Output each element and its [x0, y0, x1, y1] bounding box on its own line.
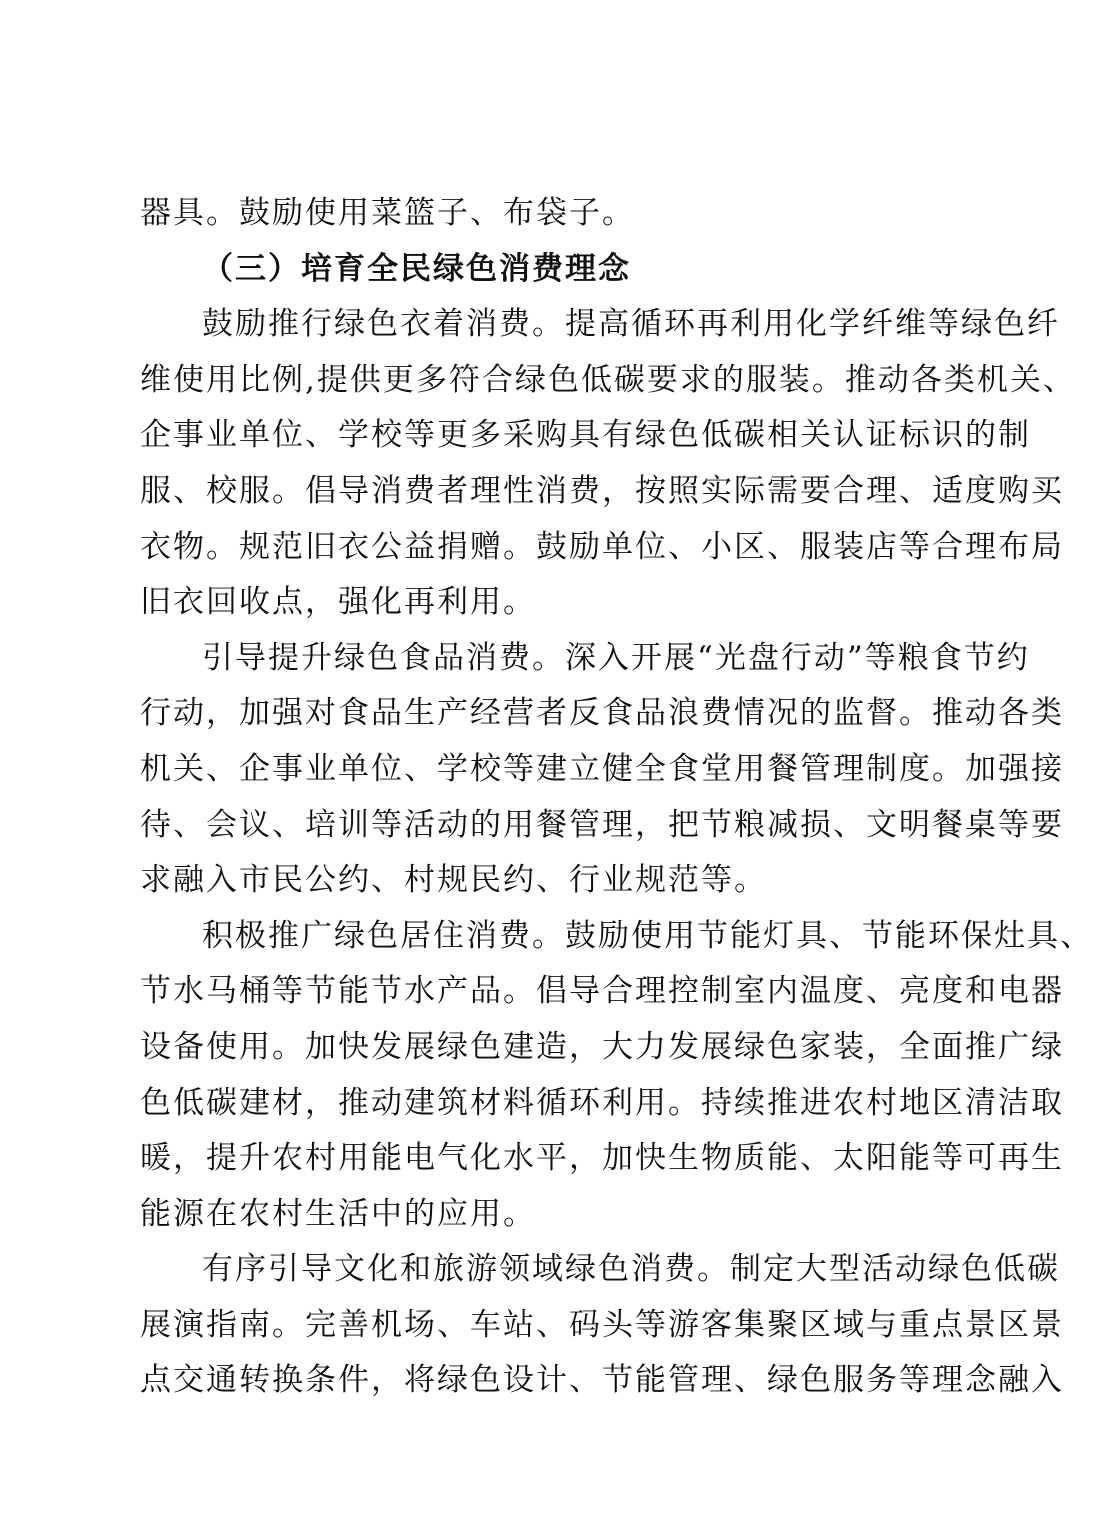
text-line: 节水马桶等节能节水产品。倡导合理控制室内温度、亮度和电器 — [140, 973, 1064, 1010]
text-line: 衣物。规范旧衣公益捐赠。鼓励单位、小区、服装店等合理布局 — [140, 528, 1064, 565]
text-line: 旧衣回收点，强化再利用。 — [140, 584, 536, 621]
document-body — [140, 186, 1093, 1409]
section-heading: （三）培育全民绿色消费理念 — [202, 250, 631, 287]
paragraph-first-line: 引导提升绿色食品消费。深入开展“光盘行动”等粮食节约 — [202, 639, 1030, 676]
text-line: 维使用比例,提供更多符合绿色低碳要求的服装。推动各类机关、 — [140, 361, 1076, 398]
text-line: 能源在农村生活中的应用。 — [140, 1195, 536, 1232]
text-line: 色低碳建材，推动建筑材料循环利用。持续推进农村地区清洁取 — [140, 1084, 1064, 1121]
text-line: 设备使用。加快发展绿色建造，大力发展绿色家装，全面推广绿 — [140, 1028, 1064, 1065]
text-line: 待、会议、培训等活动的用餐管理，把节粮减损、文明餐桌等要 — [140, 806, 1064, 843]
text-line: 机关、企事业单位、学校等建立健全食堂用餐管理制度。加强接 — [140, 750, 1064, 787]
text-line: 器具。鼓励使用菜篮子、布袋子。 — [140, 195, 635, 231]
text-line: 企事业单位、学校等更多采购具有绿色低碳相关认证标识的制 — [140, 417, 1031, 454]
paragraph-first-line: 积极推广绿色居住消费。鼓励使用节能灯具、节能环保灶具、 — [202, 917, 1093, 954]
text-line: 展演指南。完善机场、车站、码头等游客集聚区域与重点景区景 — [140, 1306, 1064, 1343]
paragraph-first-line: 鼓励推行绿色衣着消费。提高循环再利用化学纤维等绿色纤 — [202, 306, 1060, 343]
text-line: 暖，提升农村用能电气化水平，加快生物质能、太阳能等可再生 — [140, 1140, 1064, 1177]
paragraph-first-line: 有序引导文化和旅游领域绿色消费。制定大型活动绿色低碳 — [202, 1251, 1060, 1288]
text-line: 服、校服。倡导消费者理性消费，按照实际需要合理、适度购买 — [140, 472, 1064, 509]
text-line: 行动，加强对食品生产经营者反食品浪费情况的监督。推动各类 — [140, 695, 1064, 732]
text-line: 点交通转换条件，将绿色设计、节能管理、绿色服务等理念融入 — [140, 1362, 1064, 1399]
text-line: 求融入市民公约、村规民约、行业规范等。 — [140, 862, 767, 899]
